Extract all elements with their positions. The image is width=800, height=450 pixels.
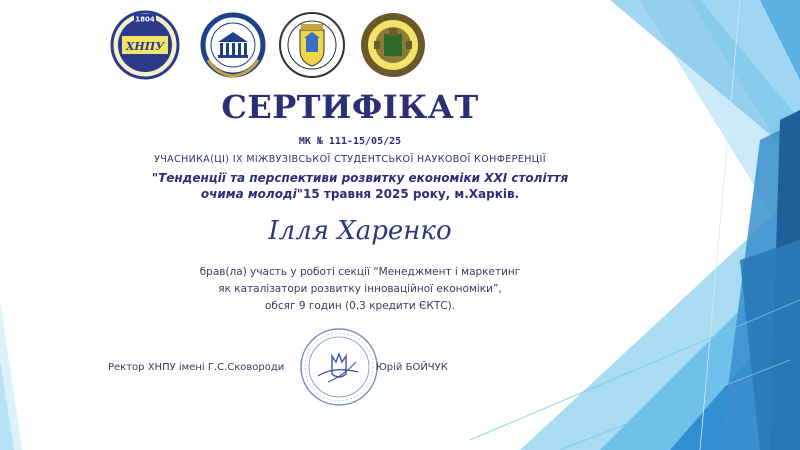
body-line: як каталізатори розвитку інноваційної економіки”,	[218, 283, 502, 295]
certificate-title: СЕРТИФІКАТ	[221, 88, 479, 126]
svg-text:ХНПУ: ХНПУ	[125, 40, 165, 53]
svg-text:1804: 1804	[135, 15, 155, 24]
body-line: обсяг 9 годин (0,3 кредити ЄКТС).	[264, 300, 455, 312]
gear-emblem-logo	[356, 10, 430, 80]
participation-description	[140, 264, 580, 315]
official-stamp	[298, 326, 380, 408]
conference-date: 15 травня 2025 року, м.Харків.	[303, 187, 520, 201]
conference-title-line2: очима молоді"	[200, 187, 303, 201]
rector-name: Юрій БОЙЧУК	[376, 362, 448, 373]
khnpu-logo	[108, 10, 182, 80]
city-coat-of-arms-logo	[275, 10, 349, 80]
participant-line: УЧАСНИКА(ЦІ) ІХ МІЖВУЗІВСЬКОЇ СТУДЕНТСЬКОЇ НАУКОВОЇ КОНФЕРЕНЦІЇ	[154, 154, 546, 165]
conference-title	[120, 170, 600, 202]
body-line: брав(ла) участь у роботі секції “Менеджмент і маркетинг	[199, 266, 521, 278]
university-building-logo	[196, 10, 270, 80]
conference-title-line1: "Тенденції та перспективи розвитку економіки ХХІ століття	[151, 171, 569, 185]
recipient-name: Ілля Харенко	[268, 216, 452, 246]
rector-title: Ректор ХНПУ імені Г.С.Сковороди	[108, 362, 285, 373]
certificate-number: МК № 111-15/05/25	[298, 136, 402, 147]
